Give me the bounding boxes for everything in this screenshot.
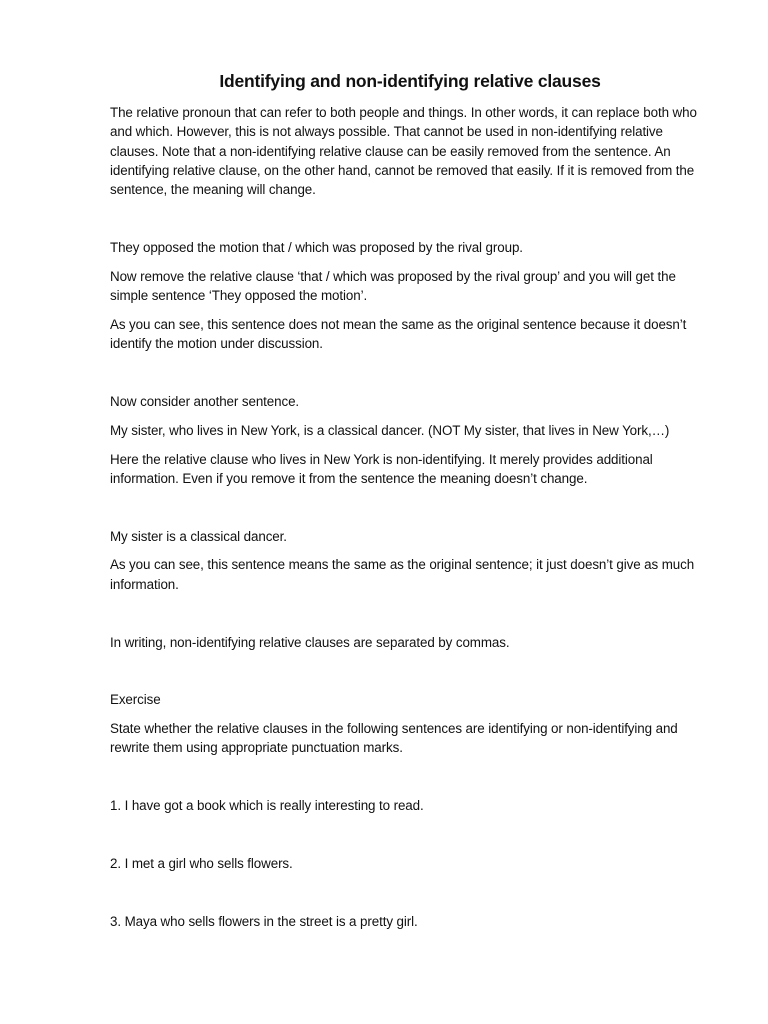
non-identifying-explanation: Here the relative clause who lives in New York is non-identifying. It merely provides additional information. Even if you remove it from the sentence the meaning doesn’t change. xyxy=(110,451,653,486)
exercise-item-3: 3. Maya who sells flowers in the street is a pretty girl. xyxy=(110,913,418,929)
document-body xyxy=(110,69,710,931)
intro-paragraph: The relative pronoun that can refer to both people and things. In other words, it can replace both who and which. However, this is not always possible. That cannot be used in non-identifying relative clauses. Note that a non-identifying relative clause can be easily removed from the sentence. An identifying relative clause, on the other hand, cannot be removed that easily. If it is removed from the sentence, the meaning will change. xyxy=(110,105,697,198)
commas-rule: In writing, non-identifying relative clauses are separated by commas. xyxy=(110,634,510,650)
exercise-item-2: 2. I met a girl who sells flowers. xyxy=(110,856,293,872)
example-sentence-sister: My sister, who lives in New York, is a classical dancer. (NOT My sister, that lives in New York,…) xyxy=(110,422,670,438)
simple-sentence-sister: My sister is a classical dancer. xyxy=(110,528,287,544)
document-title: Identifying and non-identifying relative clauses xyxy=(219,71,601,91)
exercise-heading: Exercise xyxy=(110,692,161,708)
example-sentence-motion: They opposed the motion that / which was proposed by the rival group. xyxy=(110,239,523,255)
identifying-explanation: As you can see, this sentence does not mean the same as the original sentence because it doesn’t identify the motion under discussion. xyxy=(110,316,687,352)
exercise-item-1: 1. I have got a book which is really interesting to read. xyxy=(110,798,424,814)
same-meaning-explanation: As you can see, this sentence means the same as the original sentence; it just doesn’t give as much information. xyxy=(110,557,695,592)
consider-another-line: Now consider another sentence. xyxy=(110,393,300,409)
remove-clause-paragraph: Now remove the relative clause ‘that / which was proposed by the rival group’ and you will get the simple sentence ‘They opposed the motion’. xyxy=(110,268,676,304)
exercise-instructions: State whether the relative clauses in the following sentences are identifying or non-identifying and rewrite them using appropriate punctuation marks. xyxy=(110,721,678,756)
